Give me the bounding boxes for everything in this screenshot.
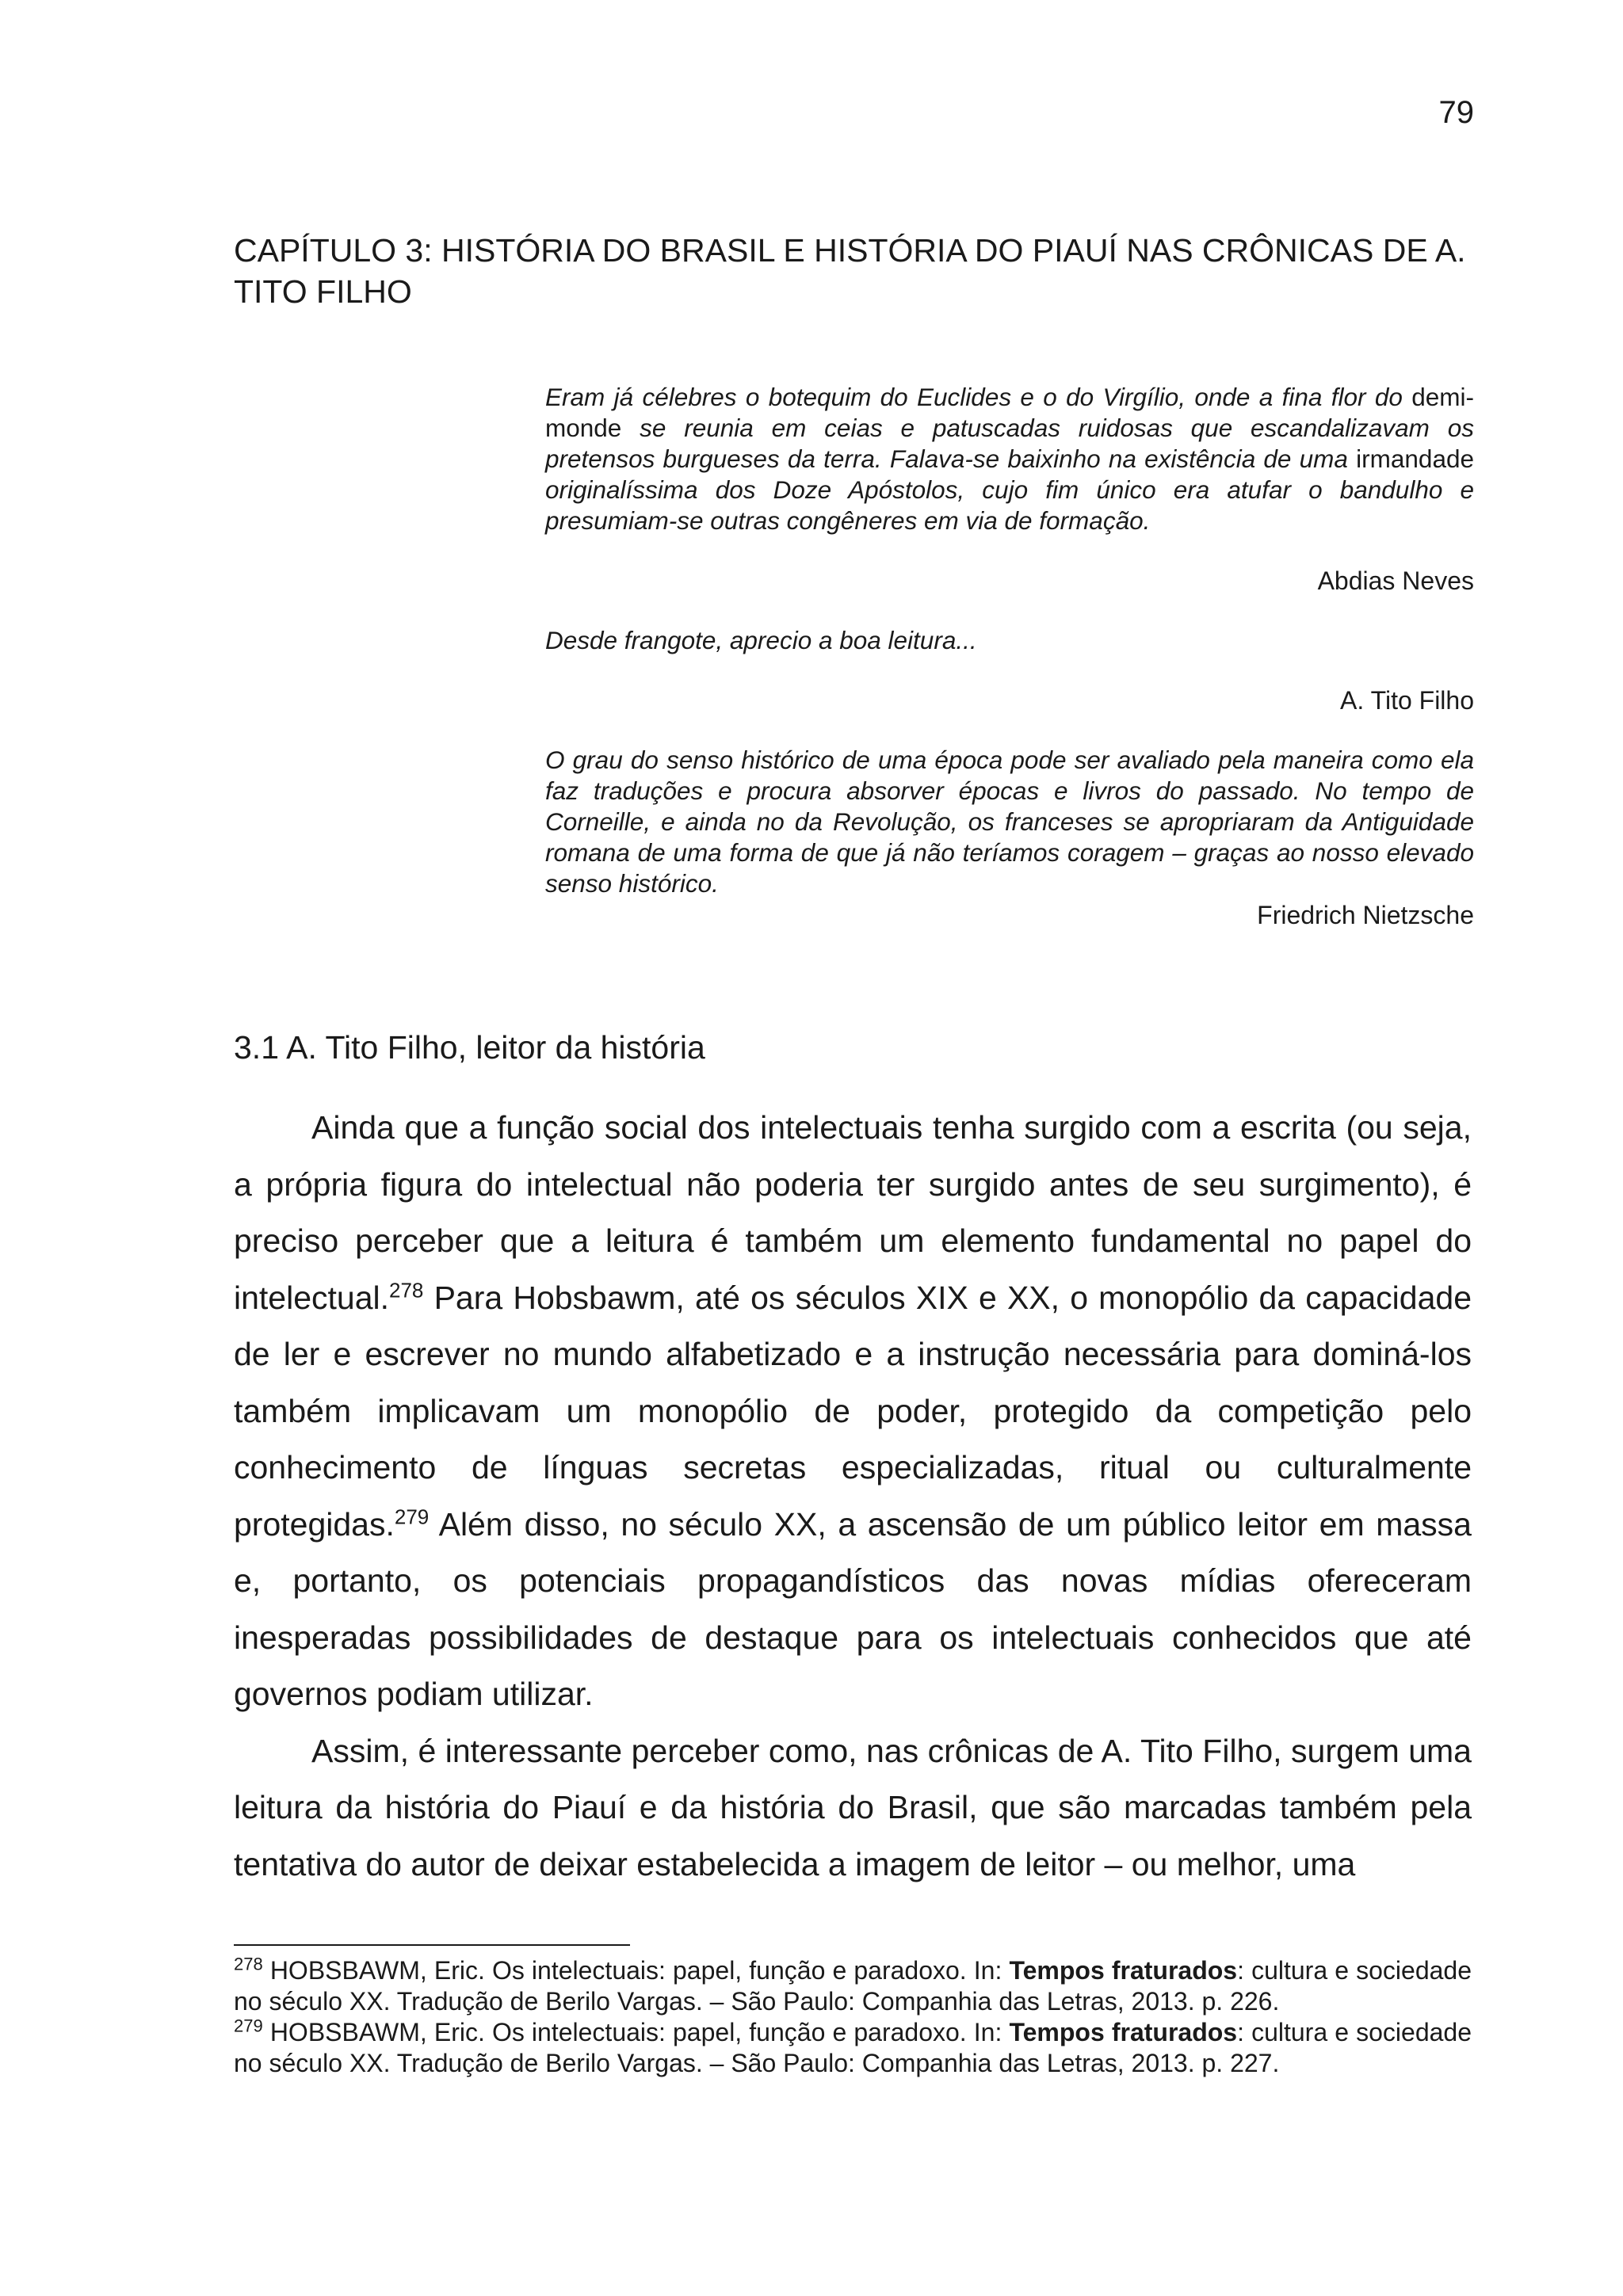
footnote-divider: [234, 1944, 630, 1946]
epigraph-author-1: Abdias Neves: [1317, 566, 1474, 595]
footnote-279: $^{279}$ HOBSBAWM, Eric. Os intelectuais: papel, função e paradoxo. In: Tempos fraturados: cultura e sociedade no século XX. Tradução de Berilo Vargas. – São Paulo: Companhia das Letras, 2013. p. 227.: [234, 2016, 1472, 2077]
body-paragraph-1: Ainda que a função social dos intelectuais tenha surgido com a escrita (ou seja, a própria figura do intelectual não poderia ter surgido antes de seu surgimento), é preciso perceber que a leitura é também um elemento fundamental no papel do intelectual.$^{278}$ Para Hobsbawm, até os séculos XIX e XX, o monopólio da capacidade de ler e escrever no mundo alfabetizado e a instrução necessária para dominá-los também implicavam um monopólio de poder, protegido da competição pelo conhecimento de línguas secretas especializadas, ritual ou culturalmente protegidas.$^{279}$ Além disso, no século XX, a ascensão de um público leitor em massa e, portanto, os potenciais propagandísticos das novas mídias ofereceram inesperadas possibilidades de destaque para os intelectuais conhecidos que até governos podiam utilizar.: [234, 1109, 1472, 1712]
epigraph-quote-1: Eram já célebres o botequim do Euclides e o do Virgílio, onde a fina flor do demi-monde se reunia em ceias e patuscadas ruidosas que escandalizavam os pretensos burgueses da terra. Falava-se baixinho na existência de uma irmandade originalíssima dos Doze Apóstolos, cujo fim único era atufar o bandulho e presumiam-se outras congêneres em via de formação.: [545, 383, 1474, 535]
page-number: 79: [1438, 95, 1474, 130]
footnote-ref-279: 279: [394, 1504, 430, 1528]
body-text: [234, 1100, 1472, 1893]
epigraphs: [545, 382, 1474, 931]
footnote-ref-278: 278: [389, 1277, 424, 1302]
body-paragraph-2: Assim, é interessante perceber como, nas crônicas de A. Tito Filho, surgem uma leitura da história do Piauí e da história do Brasil, que são marcadas também pela tentativa do autor de deixar estabelecida a imagem de leitor – ou melhor, uma: [234, 1732, 1472, 1882]
epigraph-author-3: Friedrich Nietzsche: [1257, 901, 1474, 929]
chapter-title: CAPÍTULO 3: HISTÓRIA DO BRASIL E HISTÓRIA DO PIAUÍ NAS CRÔNICAS DE A. TITO FILHO: [234, 232, 1466, 310]
epigraph-quote-3: O grau do senso histórico de uma época pode ser avaliado pela maneira como ela faz traduções e procura absorver épocas e livros do passado. No tempo de Corneille, e ainda no da Revolução, os franceses se apropriaram da Antiguidade romana de uma forma de que já não teríamos coragem – graças ao nosso elevado senso histórico.: [545, 746, 1474, 898]
section-heading: 3.1 A. Tito Filho, leitor da história: [234, 1029, 705, 1066]
footnote-278: $^{278}$ HOBSBAWM, Eric. Os intelectuais: papel, função e paradoxo. In: Tempos fraturados: cultura e sociedade no século XX. Tradução de Berilo Vargas. – São Paulo: Companhia das Letras, 2013. p. 226.: [234, 1954, 1472, 2016]
epigraph-author-2: A. Tito Filho: [1340, 686, 1474, 715]
epigraph-quote-2: Desde frangote, aprecio a boa leitura...: [545, 626, 977, 654]
footnotes: [234, 1955, 1472, 2079]
